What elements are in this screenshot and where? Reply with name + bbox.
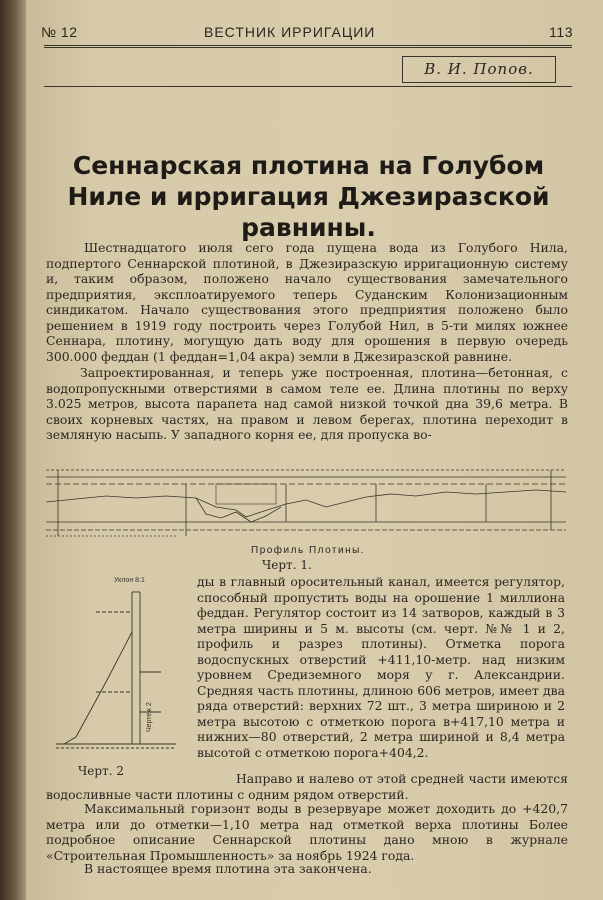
paragraph-1: Шестнадцатого июля сего года пущена вода из Голубого Нила, подпертого Сеннарской плотиной, в Джезиразскую ирригационную систему и, таким образом, положено начало существования замечательного предприятия, эксплоатируемого теперь Суданским Колонизационным синдикатом. Начало существования этого предприятия положено было решением в 1919 году построить через Голубой Нил, в 5-ти милях южнее Сеннара, плотину, могущую дать воду для орошения в первую очередь 300.000 феддан (1 феддан=1,04 акра) земли в Джезиразской равнине. xyxy=(46,240,568,364)
page-number: 113 xyxy=(549,24,573,40)
paragraph-5: Максимальный горизонт воды в резервуаре может доходить до +420,7 метра или до отметки—1,10 метра над отметкой верха плотины Более подробное описание Сеннарской плотины дано мною в журнале «Строительная Промышленность» за ноябрь 1924 года. xyxy=(46,801,568,863)
author-box: В. И. Попов. xyxy=(402,56,556,83)
figure-2-top-label: Уклон 8:1 xyxy=(114,577,145,584)
header-rule xyxy=(44,45,572,46)
figure-2-side-label: Чертеж 2 xyxy=(146,702,153,732)
figure-1-title: Профиль Плотины. xyxy=(251,545,366,556)
paragraph-4: Направо и налево от этой средней части имеются водосливные части плотины с одним рядом отверстий. xyxy=(46,771,568,802)
dam-cross-section-drawing xyxy=(36,572,196,764)
dam-profile-drawing xyxy=(46,462,566,542)
journal-page xyxy=(26,0,603,900)
issue-number: № 12 xyxy=(41,24,78,40)
author-rule xyxy=(44,86,572,87)
header-rule-double xyxy=(44,47,572,48)
figure-2-caption: Черт. 2 xyxy=(78,764,124,778)
paragraph-2: Запроектированная, и теперь уже построенная, плотина—бетонная, с водопропускными отверстиями в самом теле ее. Длина плотины по верху 3.025 метров, высота парапета над самой низкой точкой дна 39,6 метра. В своих корневых частях, на правом и левом берегах, плотина переходит в земляную насыпь. У западного корня ее, для пропуска во- xyxy=(46,365,568,442)
journal-title: ВЕСТНИК ИРРИГАЦИИ xyxy=(204,24,376,40)
paragraph-6: В настоящее время плотина эта закончена. xyxy=(84,861,372,876)
book-binding xyxy=(0,0,26,900)
running-header xyxy=(26,24,603,44)
figure-1-caption: Черт. 1. xyxy=(262,558,312,572)
article-title: Сеннарская плотина на Голубом Ниле и ирригация Джезиразской равнины. xyxy=(67,151,550,242)
paragraph-3: ды в главный оросительный канал, имеется регулятор, способный пропустить воды на орошение 1 миллиона феддан. Регулятор состоит из 14 затворов, каждый в 3 метра ширины и 5 м. высоты (см. черт. №№ 1 и 2, профиль и разрез плотины). Отметка порога водоспускных отверстий +411,10-метр. над низким уровнем Средиземного моря у г. Александрии. Средняя часть плотины, длиною 606 метров, имеет два ряда отверстий: верхних 72 шт., 3 метра шириною и 2 метра высотою с отметкою порога в+417,10 метра и нижних—80 отверстий, 2 метра шириной и 8,4 метра высотой с отметкою порога+404,2. xyxy=(197,574,565,760)
